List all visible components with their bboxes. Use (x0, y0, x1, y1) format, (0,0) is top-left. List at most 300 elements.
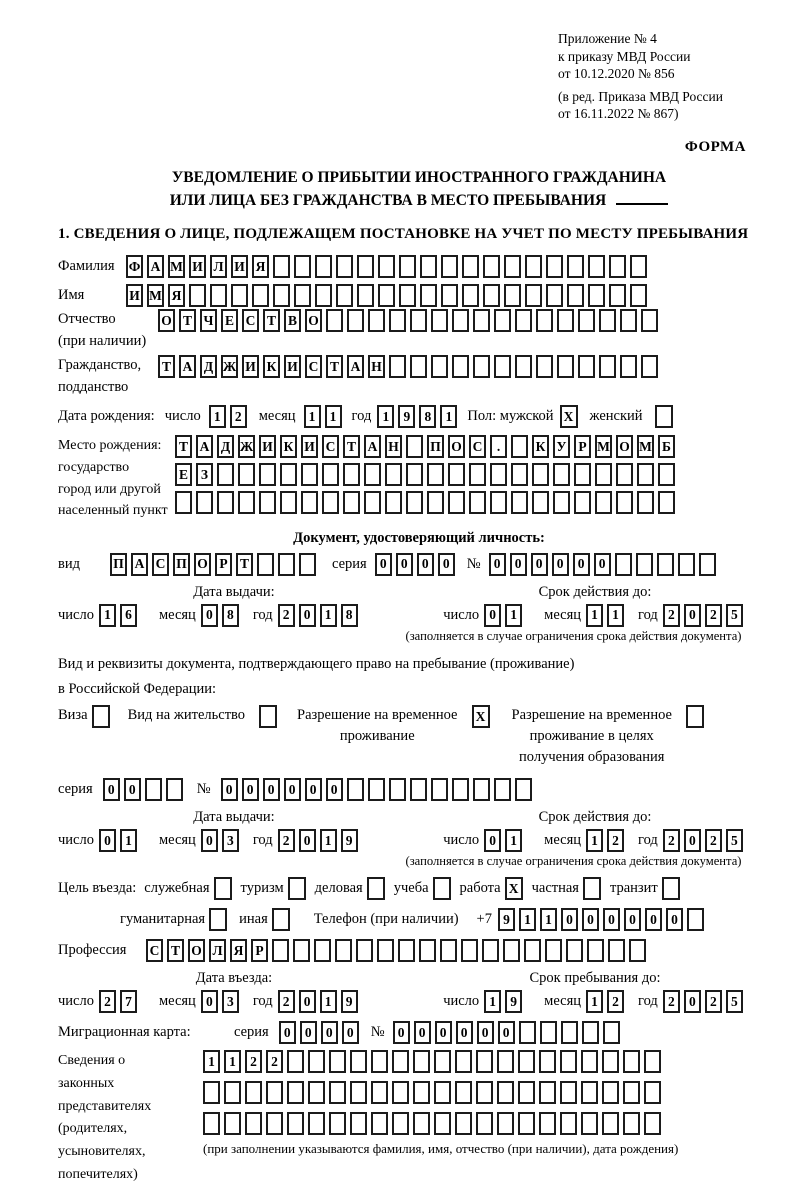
doc-issue-year-cells[interactable] (278, 604, 362, 627)
char-cell[interactable]: 5 (726, 990, 743, 1013)
char-cell[interactable] (343, 491, 360, 514)
char-cell[interactable]: С (146, 939, 163, 962)
entry-day-cells[interactable] (99, 990, 141, 1013)
tourism-checkbox[interactable] (288, 877, 306, 900)
stay-month-cells[interactable] (586, 990, 628, 1013)
char-cell[interactable] (322, 491, 339, 514)
res-issue-day-cells[interactable] (99, 829, 141, 852)
char-cell[interactable] (364, 491, 381, 514)
birth-year-cells[interactable] (377, 405, 461, 428)
char-cell[interactable]: 0 (201, 829, 218, 852)
char-cell[interactable]: 8 (341, 604, 358, 627)
char-cell[interactable]: 2 (245, 1050, 262, 1073)
char-cell[interactable] (238, 491, 255, 514)
char-cell[interactable] (539, 1050, 556, 1073)
business-checkbox[interactable] (367, 877, 385, 900)
char-cell[interactable]: 9 (505, 990, 522, 1013)
temp-residence-checkbox[interactable]: X (472, 705, 490, 728)
char-cell[interactable] (257, 553, 274, 576)
char-cell[interactable] (189, 284, 206, 307)
char-cell[interactable] (329, 1081, 346, 1104)
char-cell[interactable]: 2 (278, 990, 295, 1013)
mig-series-cells[interactable] (279, 1021, 363, 1044)
char-cell[interactable] (441, 255, 458, 278)
char-cell[interactable] (515, 778, 532, 801)
birthplace-cells-row2[interactable] (175, 463, 679, 486)
char-cell[interactable] (511, 491, 528, 514)
char-cell[interactable]: 0 (477, 1021, 494, 1044)
char-cell[interactable] (452, 778, 469, 801)
char-cell[interactable]: 1 (586, 604, 603, 627)
char-cell[interactable] (490, 463, 507, 486)
char-cell[interactable] (525, 284, 542, 307)
birth-month-cells[interactable] (304, 405, 346, 428)
char-cell[interactable]: 1 (320, 829, 337, 852)
char-cell[interactable] (557, 355, 574, 378)
char-cell[interactable]: 2 (278, 829, 295, 852)
char-cell[interactable] (595, 463, 612, 486)
char-cell[interactable]: Т (263, 309, 280, 332)
char-cell[interactable]: 2 (278, 604, 295, 627)
char-cell[interactable] (546, 255, 563, 278)
char-cell[interactable]: И (126, 284, 143, 307)
char-cell[interactable]: П (173, 553, 190, 576)
char-cell[interactable] (532, 491, 549, 514)
entry-year-cells[interactable] (278, 990, 362, 1013)
phone-cells[interactable] (498, 908, 708, 931)
char-cell[interactable] (399, 284, 416, 307)
char-cell[interactable]: 0 (684, 604, 701, 627)
char-cell[interactable] (315, 255, 332, 278)
surname-cells[interactable] (126, 255, 651, 278)
char-cell[interactable] (636, 553, 653, 576)
char-cell[interactable]: О (305, 309, 322, 332)
char-cell[interactable] (326, 309, 343, 332)
char-cell[interactable] (434, 1112, 451, 1135)
char-cell[interactable] (644, 1050, 661, 1073)
char-cell[interactable]: 1 (586, 990, 603, 1013)
official-checkbox[interactable] (214, 877, 232, 900)
male-checkbox[interactable]: X (560, 405, 578, 428)
char-cell[interactable] (511, 463, 528, 486)
char-cell[interactable] (557, 309, 574, 332)
char-cell[interactable]: С (152, 553, 169, 576)
res-series-cells[interactable] (103, 778, 187, 801)
char-cell[interactable]: Я (168, 284, 185, 307)
char-cell[interactable] (413, 1050, 430, 1073)
char-cell[interactable]: 0 (531, 553, 548, 576)
doc-series-cells[interactable] (375, 553, 459, 576)
char-cell[interactable] (473, 355, 490, 378)
residence-permit-checkbox[interactable] (259, 705, 277, 728)
char-cell[interactable]: А (347, 355, 364, 378)
char-cell[interactable]: 1 (519, 908, 536, 931)
char-cell[interactable] (497, 1050, 514, 1073)
char-cell[interactable]: 0 (594, 553, 611, 576)
char-cell[interactable] (314, 939, 331, 962)
char-cell[interactable]: О (448, 435, 465, 458)
char-cell[interactable]: С (305, 355, 322, 378)
char-cell[interactable] (224, 1081, 241, 1104)
char-cell[interactable]: М (637, 435, 654, 458)
char-cell[interactable] (473, 778, 490, 801)
char-cell[interactable]: 0 (603, 908, 620, 931)
char-cell[interactable] (567, 284, 584, 307)
char-cell[interactable] (637, 491, 654, 514)
char-cell[interactable] (385, 491, 402, 514)
char-cell[interactable] (545, 939, 562, 962)
char-cell[interactable] (420, 284, 437, 307)
char-cell[interactable] (371, 1081, 388, 1104)
res-issue-year-cells[interactable] (278, 829, 362, 852)
char-cell[interactable] (166, 778, 183, 801)
char-cell[interactable]: С (469, 435, 486, 458)
char-cell[interactable] (641, 355, 658, 378)
char-cell[interactable] (413, 1112, 430, 1135)
char-cell[interactable] (504, 284, 521, 307)
char-cell[interactable] (524, 939, 541, 962)
char-cell[interactable] (658, 463, 675, 486)
char-cell[interactable] (469, 463, 486, 486)
char-cell[interactable]: 9 (341, 829, 358, 852)
representatives-cells-row1[interactable] (203, 1050, 678, 1073)
char-cell[interactable] (371, 1050, 388, 1073)
char-cell[interactable] (406, 491, 423, 514)
char-cell[interactable] (406, 435, 423, 458)
char-cell[interactable]: 0 (498, 1021, 515, 1044)
char-cell[interactable] (347, 778, 364, 801)
char-cell[interactable] (503, 939, 520, 962)
female-checkbox[interactable] (655, 405, 673, 428)
char-cell[interactable]: 1 (224, 1050, 241, 1073)
char-cell[interactable] (410, 778, 427, 801)
char-cell[interactable]: А (179, 355, 196, 378)
char-cell[interactable] (494, 355, 511, 378)
char-cell[interactable]: 0 (489, 553, 506, 576)
char-cell[interactable] (293, 939, 310, 962)
char-cell[interactable] (357, 255, 374, 278)
char-cell[interactable] (434, 1081, 451, 1104)
char-cell[interactable]: 3 (222, 990, 239, 1013)
char-cell[interactable] (461, 939, 478, 962)
char-cell[interactable]: 0 (242, 778, 259, 801)
char-cell[interactable]: Ф (126, 255, 143, 278)
char-cell[interactable]: Р (574, 435, 591, 458)
char-cell[interactable]: И (231, 255, 248, 278)
char-cell[interactable]: 1 (320, 604, 337, 627)
char-cell[interactable]: 1 (203, 1050, 220, 1073)
char-cell[interactable]: Л (210, 255, 227, 278)
char-cell[interactable]: С (322, 435, 339, 458)
char-cell[interactable]: О (188, 939, 205, 962)
char-cell[interactable]: Ж (221, 355, 238, 378)
char-cell[interactable]: 0 (666, 908, 683, 931)
char-cell[interactable]: Р (251, 939, 268, 962)
char-cell[interactable]: Т (175, 435, 192, 458)
char-cell[interactable] (588, 284, 605, 307)
char-cell[interactable]: 0 (321, 1021, 338, 1044)
char-cell[interactable] (462, 255, 479, 278)
char-cell[interactable] (410, 309, 427, 332)
visa-checkbox[interactable] (92, 705, 110, 728)
char-cell[interactable]: И (242, 355, 259, 378)
char-cell[interactable] (245, 1081, 262, 1104)
char-cell[interactable]: 0 (417, 553, 434, 576)
char-cell[interactable] (336, 255, 353, 278)
char-cell[interactable] (476, 1050, 493, 1073)
char-cell[interactable] (392, 1050, 409, 1073)
res-valid-year-cells[interactable] (663, 829, 747, 852)
char-cell[interactable] (578, 309, 595, 332)
char-cell[interactable]: 0 (201, 990, 218, 1013)
char-cell[interactable]: М (168, 255, 185, 278)
res-valid-day-cells[interactable] (484, 829, 526, 852)
char-cell[interactable]: Я (252, 255, 269, 278)
char-cell[interactable] (602, 1081, 619, 1104)
char-cell[interactable] (378, 255, 395, 278)
char-cell[interactable]: Н (385, 435, 402, 458)
doc-valid-day-cells[interactable] (484, 604, 526, 627)
char-cell[interactable] (252, 284, 269, 307)
char-cell[interactable] (574, 491, 591, 514)
char-cell[interactable]: 0 (684, 990, 701, 1013)
char-cell[interactable]: З (196, 463, 213, 486)
char-cell[interactable] (448, 491, 465, 514)
char-cell[interactable]: 2 (230, 405, 247, 428)
char-cell[interactable] (399, 255, 416, 278)
char-cell[interactable] (431, 355, 448, 378)
char-cell[interactable]: 0 (438, 553, 455, 576)
stay-day-cells[interactable] (484, 990, 526, 1013)
char-cell[interactable] (560, 1112, 577, 1135)
char-cell[interactable] (623, 1081, 640, 1104)
char-cell[interactable]: У (553, 435, 570, 458)
char-cell[interactable] (519, 1021, 536, 1044)
char-cell[interactable]: 0 (300, 1021, 317, 1044)
char-cell[interactable] (469, 491, 486, 514)
char-cell[interactable] (657, 553, 674, 576)
char-cell[interactable] (630, 284, 647, 307)
char-cell[interactable]: 8 (419, 405, 436, 428)
char-cell[interactable] (599, 309, 616, 332)
char-cell[interactable] (581, 1050, 598, 1073)
char-cell[interactable]: Е (221, 309, 238, 332)
char-cell[interactable] (238, 463, 255, 486)
char-cell[interactable]: К (532, 435, 549, 458)
char-cell[interactable]: 0 (284, 778, 301, 801)
char-cell[interactable] (536, 309, 553, 332)
char-cell[interactable] (553, 491, 570, 514)
char-cell[interactable] (603, 1021, 620, 1044)
char-cell[interactable] (420, 255, 437, 278)
mig-number-cells[interactable] (393, 1021, 624, 1044)
birth-day-cells[interactable] (209, 405, 251, 428)
name-cells[interactable] (126, 284, 651, 307)
humanitarian-checkbox[interactable] (209, 908, 227, 931)
char-cell[interactable] (566, 939, 583, 962)
study-checkbox[interactable] (433, 877, 451, 900)
char-cell[interactable] (532, 463, 549, 486)
char-cell[interactable] (494, 778, 511, 801)
char-cell[interactable] (336, 284, 353, 307)
temp-residence-edu-checkbox[interactable] (686, 705, 704, 728)
char-cell[interactable]: А (196, 435, 213, 458)
char-cell[interactable]: Т (326, 355, 343, 378)
char-cell[interactable]: 1 (484, 990, 501, 1013)
doc-type-cells[interactable] (110, 553, 320, 576)
char-cell[interactable] (699, 553, 716, 576)
char-cell[interactable]: 2 (705, 604, 722, 627)
char-cell[interactable] (567, 255, 584, 278)
char-cell[interactable]: 1 (505, 604, 522, 627)
char-cell[interactable] (364, 463, 381, 486)
char-cell[interactable] (637, 463, 654, 486)
char-cell[interactable]: О (194, 553, 211, 576)
char-cell[interactable]: 0 (484, 829, 501, 852)
char-cell[interactable] (483, 284, 500, 307)
char-cell[interactable] (553, 463, 570, 486)
char-cell[interactable] (497, 1112, 514, 1135)
char-cell[interactable] (518, 1050, 535, 1073)
char-cell[interactable] (476, 1081, 493, 1104)
char-cell[interactable]: Е (175, 463, 192, 486)
char-cell[interactable]: 2 (663, 990, 680, 1013)
char-cell[interactable] (546, 284, 563, 307)
char-cell[interactable] (644, 1081, 661, 1104)
char-cell[interactable]: 0 (552, 553, 569, 576)
char-cell[interactable] (630, 255, 647, 278)
char-cell[interactable] (608, 939, 625, 962)
char-cell[interactable]: В (284, 309, 301, 332)
char-cell[interactable] (452, 355, 469, 378)
char-cell[interactable] (203, 1112, 220, 1135)
char-cell[interactable] (259, 491, 276, 514)
char-cell[interactable]: 0 (414, 1021, 431, 1044)
char-cell[interactable] (377, 939, 394, 962)
char-cell[interactable] (455, 1112, 472, 1135)
char-cell[interactable] (539, 1112, 556, 1135)
char-cell[interactable] (574, 463, 591, 486)
char-cell[interactable] (266, 1081, 283, 1104)
char-cell[interactable]: 0 (582, 908, 599, 931)
char-cell[interactable]: Ж (238, 435, 255, 458)
char-cell[interactable] (515, 355, 532, 378)
char-cell[interactable]: 0 (484, 604, 501, 627)
char-cell[interactable]: А (147, 255, 164, 278)
char-cell[interactable]: 0 (624, 908, 641, 931)
char-cell[interactable] (357, 284, 374, 307)
char-cell[interactable] (350, 1050, 367, 1073)
char-cell[interactable]: 2 (607, 829, 624, 852)
char-cell[interactable]: 9 (398, 405, 415, 428)
char-cell[interactable] (427, 463, 444, 486)
res-issue-month-cells[interactable] (201, 829, 243, 852)
char-cell[interactable] (196, 491, 213, 514)
char-cell[interactable]: 7 (120, 990, 137, 1013)
char-cell[interactable]: О (616, 435, 633, 458)
char-cell[interactable] (629, 939, 646, 962)
char-cell[interactable] (448, 463, 465, 486)
char-cell[interactable] (350, 1081, 367, 1104)
char-cell[interactable] (561, 1021, 578, 1044)
entry-month-cells[interactable] (201, 990, 243, 1013)
char-cell[interactable]: 1 (320, 990, 337, 1013)
char-cell[interactable] (609, 284, 626, 307)
char-cell[interactable] (294, 284, 311, 307)
char-cell[interactable] (217, 463, 234, 486)
char-cell[interactable] (462, 284, 479, 307)
char-cell[interactable]: Т (167, 939, 184, 962)
char-cell[interactable]: И (301, 435, 318, 458)
char-cell[interactable] (203, 1081, 220, 1104)
char-cell[interactable] (687, 908, 704, 931)
representatives-cells-row3[interactable] (203, 1112, 678, 1135)
char-cell[interactable] (389, 355, 406, 378)
res-number-cells[interactable] (221, 778, 536, 801)
char-cell[interactable] (615, 553, 632, 576)
char-cell[interactable]: 1 (99, 604, 116, 627)
char-cell[interactable] (272, 939, 289, 962)
char-cell[interactable] (560, 1081, 577, 1104)
char-cell[interactable] (536, 355, 553, 378)
char-cell[interactable] (587, 939, 604, 962)
char-cell[interactable] (434, 1050, 451, 1073)
char-cell[interactable] (280, 463, 297, 486)
char-cell[interactable] (431, 778, 448, 801)
char-cell[interactable]: 0 (305, 778, 322, 801)
char-cell[interactable] (602, 1112, 619, 1135)
char-cell[interactable]: 0 (201, 604, 218, 627)
char-cell[interactable] (413, 1081, 430, 1104)
char-cell[interactable] (440, 939, 457, 962)
char-cell[interactable] (392, 1081, 409, 1104)
char-cell[interactable]: 2 (99, 990, 116, 1013)
char-cell[interactable] (308, 1050, 325, 1073)
char-cell[interactable]: 0 (299, 990, 316, 1013)
char-cell[interactable]: И (284, 355, 301, 378)
char-cell[interactable]: Д (200, 355, 217, 378)
char-cell[interactable]: 1 (440, 405, 457, 428)
char-cell[interactable]: 0 (299, 604, 316, 627)
char-cell[interactable] (623, 1050, 640, 1073)
char-cell[interactable]: 0 (393, 1021, 410, 1044)
char-cell[interactable]: 1 (325, 405, 342, 428)
char-cell[interactable]: Н (368, 355, 385, 378)
char-cell[interactable] (678, 553, 695, 576)
char-cell[interactable]: 0 (645, 908, 662, 931)
char-cell[interactable]: 0 (299, 829, 316, 852)
char-cell[interactable]: 2 (663, 604, 680, 627)
char-cell[interactable] (368, 309, 385, 332)
char-cell[interactable]: 0 (561, 908, 578, 931)
patronymic-cells[interactable] (158, 309, 662, 332)
char-cell[interactable]: М (595, 435, 612, 458)
char-cell[interactable] (273, 255, 290, 278)
char-cell[interactable] (231, 284, 248, 307)
char-cell[interactable] (540, 1021, 557, 1044)
char-cell[interactable]: 1 (120, 829, 137, 852)
citizenship-cells[interactable] (158, 355, 662, 378)
char-cell[interactable] (644, 1112, 661, 1135)
char-cell[interactable] (497, 1081, 514, 1104)
char-cell[interactable] (602, 1050, 619, 1073)
char-cell[interactable] (616, 491, 633, 514)
char-cell[interactable]: 2 (705, 829, 722, 852)
char-cell[interactable] (287, 1112, 304, 1135)
char-cell[interactable]: Д (217, 435, 234, 458)
char-cell[interactable] (609, 255, 626, 278)
char-cell[interactable]: 1 (209, 405, 226, 428)
